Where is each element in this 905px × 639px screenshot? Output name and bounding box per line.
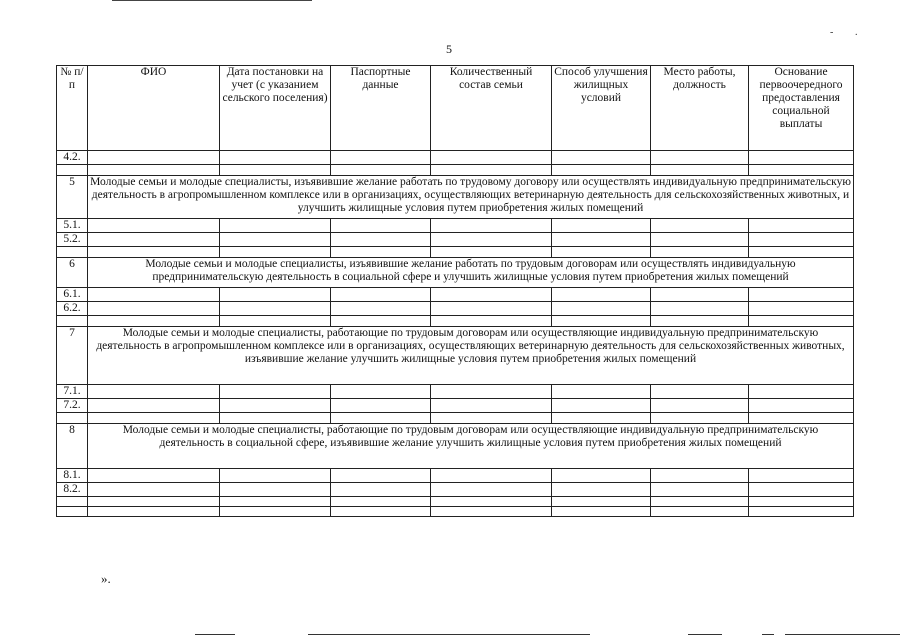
row-number: 5.1. bbox=[57, 219, 88, 233]
row-number: 8.2. bbox=[57, 483, 88, 497]
section-row-7 bbox=[57, 327, 854, 385]
table-row bbox=[57, 483, 854, 497]
row-number: 5.2. bbox=[57, 233, 88, 247]
top-edge-line bbox=[112, 0, 312, 1]
section-number: 6 bbox=[57, 258, 88, 288]
table-row-empty bbox=[57, 247, 854, 258]
section-title: Молодые семьи и молодые специалисты, работающие по трудовым договорам или осуществляющие индивидуальную предпринимательскую деятельность в социальной сфере, изъявившие желание улучшить жилищные условия путем приобретения жилых помещений bbox=[88, 424, 854, 469]
section-row-5 bbox=[57, 176, 854, 219]
register-table bbox=[56, 65, 854, 517]
col-header-fio: ФИО bbox=[88, 66, 220, 151]
margin-mark: - bbox=[830, 27, 834, 38]
col-header-method: Способ улучшения жилищных условий bbox=[552, 66, 651, 151]
table-row bbox=[57, 399, 854, 413]
table-row-empty bbox=[57, 497, 854, 507]
table-row bbox=[57, 288, 854, 302]
table-row-empty bbox=[57, 165, 854, 176]
closing-quote: ». bbox=[101, 571, 111, 586]
col-header-date: Дата постановки на учет (с указанием сельского поселения) bbox=[220, 66, 331, 151]
col-header-family: Количественный состав семьи bbox=[431, 66, 552, 151]
table-row bbox=[57, 302, 854, 316]
section-title: Молодые семьи и молодые специалисты, работающие по трудовым договорам или осуществляющие индивидуальную предпринимательскую деятельность в агропромышленном комплексе или в организациях, осуществляющих ветеринарную деятельность для сельскохозяйственных животных, изъявившие желание улучшить жилищные условия путем приобретения жилых помещений bbox=[88, 327, 854, 385]
table-row bbox=[57, 469, 854, 483]
col-header-passport: Паспортные данные bbox=[331, 66, 431, 151]
col-header-work: Место работы, должность bbox=[651, 66, 749, 151]
section-row-6 bbox=[57, 258, 854, 288]
section-title: Молодые семьи и молодые специалисты, изъявившие желание работать по трудовому договору или осуществлять индивидуальную предпринимательскую деятельность в агропромышленном комплексе или в организациях, осуществляющих ветеринарную деятельность для сельскохозяйственных животных, и улучшить жилищные условия путем приобретения жилых помещений bbox=[88, 176, 854, 219]
table-row-empty bbox=[57, 316, 854, 327]
section-number: 5 bbox=[57, 176, 88, 219]
table-row-empty bbox=[57, 507, 854, 517]
table-row bbox=[57, 385, 854, 399]
bottom-edge-lines bbox=[0, 632, 905, 639]
col-header-num: № п/п bbox=[57, 66, 88, 151]
row-number: 6.2. bbox=[57, 302, 88, 316]
table-row-empty bbox=[57, 413, 854, 424]
row-number: 7.1. bbox=[57, 385, 88, 399]
section-row-8 bbox=[57, 424, 854, 469]
table-row bbox=[57, 219, 854, 233]
row-number: 8.1. bbox=[57, 469, 88, 483]
col-header-basis: Основание первоочередного предоставления социальной выплаты bbox=[749, 66, 854, 151]
section-number: 8 bbox=[57, 424, 88, 469]
section-title: Молодые семьи и молодые специалисты, изъявившие желание работать по трудовым договорам или осуществлять индивидуальную предпринимательскую деятельность в социальной сфере и улучшить жилищные условия путем приобретения жилых помещений bbox=[88, 258, 854, 288]
table-row bbox=[57, 233, 854, 247]
table-header-row bbox=[57, 66, 854, 151]
margin-mark: . bbox=[855, 27, 858, 38]
table-row bbox=[57, 151, 854, 165]
page-number: 5 bbox=[446, 42, 452, 56]
row-number: 6.1. bbox=[57, 288, 88, 302]
row-number: 4.2. bbox=[57, 151, 88, 165]
section-number: 7 bbox=[57, 327, 88, 385]
row-number: 7.2. bbox=[57, 399, 88, 413]
